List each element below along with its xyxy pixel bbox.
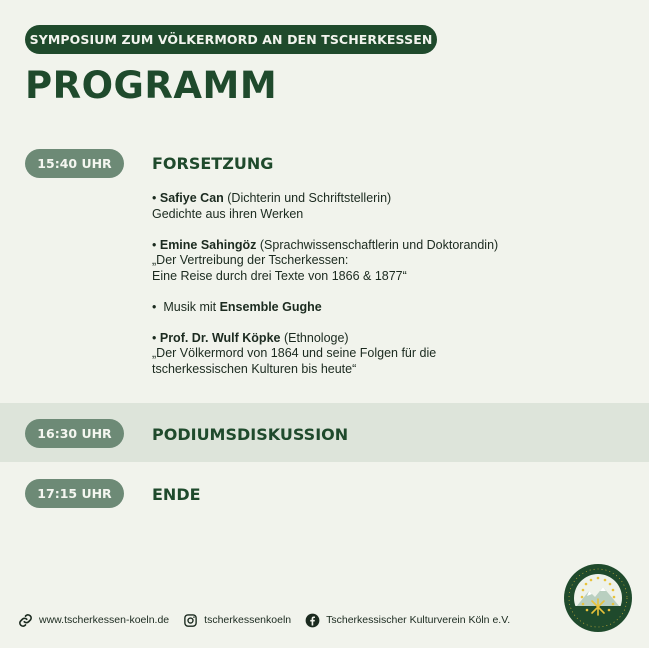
facebook-icon bbox=[305, 613, 320, 628]
talk-line: „Der Völkermord von 1864 und seine Folgen für die bbox=[152, 346, 437, 360]
speaker-role: (Sprachwissenschaftlerin und Doktorandin) bbox=[256, 237, 499, 252]
talk-line: Gedichte aus ihren Werken bbox=[152, 206, 304, 221]
talk-line: „Der Vertreibung der Tscherkessen: bbox=[152, 253, 349, 267]
program-item: • Musik mit Ensemble Gughe bbox=[152, 299, 322, 314]
talk-line: Eine Reise durch drei Texte von 1866 & 1877“ bbox=[152, 268, 407, 283]
program-item: • Prof. Dr. Wulf Köpke (Ethnologe) „Der Völkermord von 1864 und seine Folgen für die tscherkessischen Kulturen bis heute“ bbox=[152, 331, 622, 378]
section-title: FORSETZUNG bbox=[152, 154, 274, 173]
ensemble-name: Ensemble Gughe bbox=[219, 299, 322, 314]
section-title: ENDE bbox=[152, 485, 201, 504]
instagram-link[interactable] bbox=[183, 613, 291, 628]
program-items bbox=[152, 191, 622, 393]
music-prefix: Musik mit bbox=[163, 299, 220, 314]
website-link[interactable] bbox=[18, 613, 169, 628]
speaker-name: Emine Sahingöz bbox=[159, 237, 257, 252]
event-banner: SYMPOSIUM ZUM VÖLKERMORD AN DEN TSCHERKESSEN bbox=[25, 25, 437, 54]
link-icon bbox=[18, 613, 33, 628]
website-text: www.tscherkessen-koeln.de bbox=[39, 614, 170, 626]
time-badge: 16:30 UHR bbox=[25, 419, 124, 448]
instagram-icon bbox=[183, 613, 198, 628]
speaker-role: (Dichterin und Schriftstellerin) bbox=[223, 191, 392, 205]
facebook-text: Tscherkessischer Kulturverein Köln e.V. bbox=[326, 614, 511, 626]
speaker-name: Prof. Dr. Wulf Köpke bbox=[159, 330, 281, 345]
time-badge: 15:40 UHR bbox=[25, 149, 124, 178]
speaker-role: (Ethnologe) bbox=[280, 330, 349, 345]
talk-line: tscherkessischen Kulturen bis heute“ bbox=[152, 361, 357, 376]
facebook-link[interactable] bbox=[305, 613, 510, 628]
section-title: PODIUMSDISKUSSION bbox=[152, 425, 349, 444]
program-item: • Emine Sahingöz (Sprachwissenschaftlerin und Doktorandin) „Der Vertreibung der Tscherkessen: Eine Reise durch drei Texte von 1866 & 1877“ bbox=[152, 238, 622, 285]
speaker-name: Safiye Can bbox=[159, 191, 224, 205]
page-title: PROGRAMM bbox=[25, 64, 278, 107]
program-item: • Safiye Can (Dichterin und Schriftstellerin) Gedichte aus ihren Werken bbox=[152, 191, 622, 222]
time-badge: 17:15 UHR bbox=[25, 479, 124, 508]
instagram-text: tscherkessenkoeln bbox=[204, 614, 292, 626]
footer bbox=[18, 612, 524, 628]
logo-emblem bbox=[563, 563, 633, 633]
